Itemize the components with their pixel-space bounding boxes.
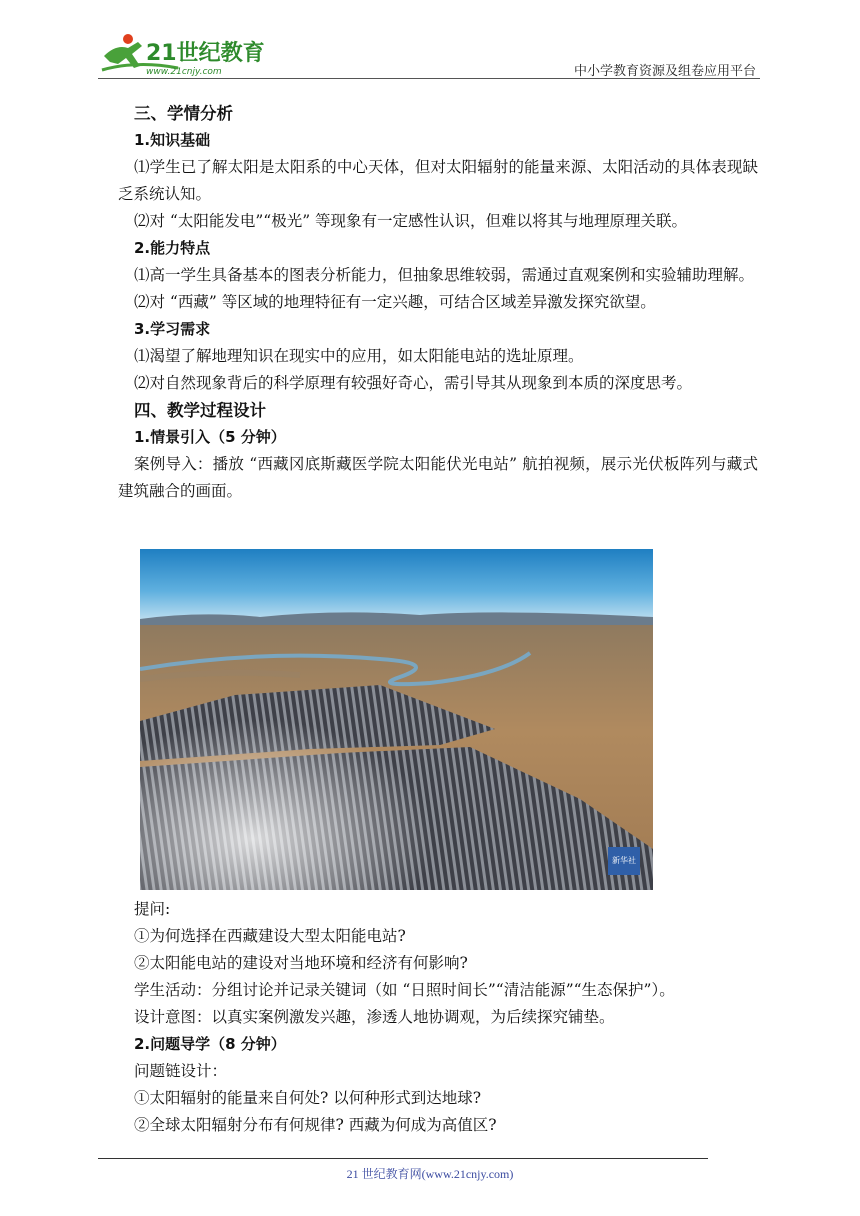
subtitle-knowledge: 1.知识基础: [134, 131, 211, 149]
guide-question-1: ①太阳辐射的能量来自何处? 以何种形式到达地球?: [134, 1089, 482, 1107]
page-footer: 21 世纪教育网(www.21cnjy.com): [346, 1167, 514, 1181]
subtitle-intro: 1.情景引入（5 分钟）: [134, 428, 286, 446]
solar-station-image: [140, 549, 653, 890]
platform-name: 中小学教育资源及组卷应用平台: [573, 64, 756, 79]
document-body-continued: [118, 896, 758, 1139]
design-intent: 设计意图：以真实案例激发兴趣，渗透人地协调观，为后续探究铺垫。: [134, 1008, 615, 1026]
paragraph-intro: 案例导入：播放 “西藏冈底斯藏医学院太阳能伏光电站” 航拍视频，展示光伏板阵列与藏式建筑融合的画面。: [118, 455, 758, 500]
footer-divider: [98, 1158, 708, 1159]
logo-text: 21世纪教育: [146, 41, 265, 66]
document-body: [118, 100, 758, 505]
student-activity: 学生活动：分组讨论并记录关键词（如 “日照时间长”“清洁能源”“生态保护”）。: [134, 981, 675, 999]
guide-question-2: ②全球太阳辐射分布有何规律? 西藏为何成为高值区?: [134, 1116, 497, 1134]
solar-station-photo: [140, 549, 653, 890]
paragraph-k1: ⑴学生已了解太阳是太阳系的中心天体，但对太阳辐射的能量来源、太阳活动的具体表现缺乏系统认知。: [118, 158, 758, 203]
section-title-4: 四、教学过程设计: [134, 401, 266, 420]
site-logo: [98, 30, 268, 78]
page-header: [98, 30, 760, 82]
paragraph-a1: ⑴高一学生具备基本的图表分析能力，但抽象思维较弱，需通过直观案例和实验辅助理解。: [134, 266, 755, 284]
paragraph-a2: ⑵对 “西藏” 等区域的地理特征有一定兴趣，可结合区域差异激发探究欲望。: [134, 293, 656, 311]
subtitle-needs: 3.学习需求: [134, 320, 211, 338]
subtitle-guide: 2.问题导学（8 分钟）: [134, 1035, 286, 1053]
photo-watermark: 新华社: [612, 856, 636, 865]
question-1: ①为何选择在西藏建设大型太阳能电站?: [134, 927, 406, 945]
ask-label: 提问:: [134, 900, 171, 918]
section-title-3: 三、学情分析: [134, 104, 233, 123]
header-divider: [98, 78, 760, 79]
question-chain-label: 问题链设计：: [134, 1062, 228, 1080]
subtitle-ability: 2.能力特点: [134, 239, 211, 257]
paragraph-n1: ⑴渴望了解地理知识在现实中的应用，如太阳能电站的选址原理。: [134, 347, 584, 365]
paragraph-n2: ⑵对自然现象背后的科学原理有较强好奇心，需引导其从现象到本质的深度思考。: [134, 374, 693, 392]
question-2: ②太阳能电站的建设对当地环境和经济有何影响?: [134, 954, 468, 972]
logo-url: www.21cnjy.com: [146, 67, 222, 77]
paragraph-k2: ⑵对 “太阳能发电”“极光” 等现象有一定感性认识，但难以将其与地理原理关联。: [134, 212, 688, 230]
